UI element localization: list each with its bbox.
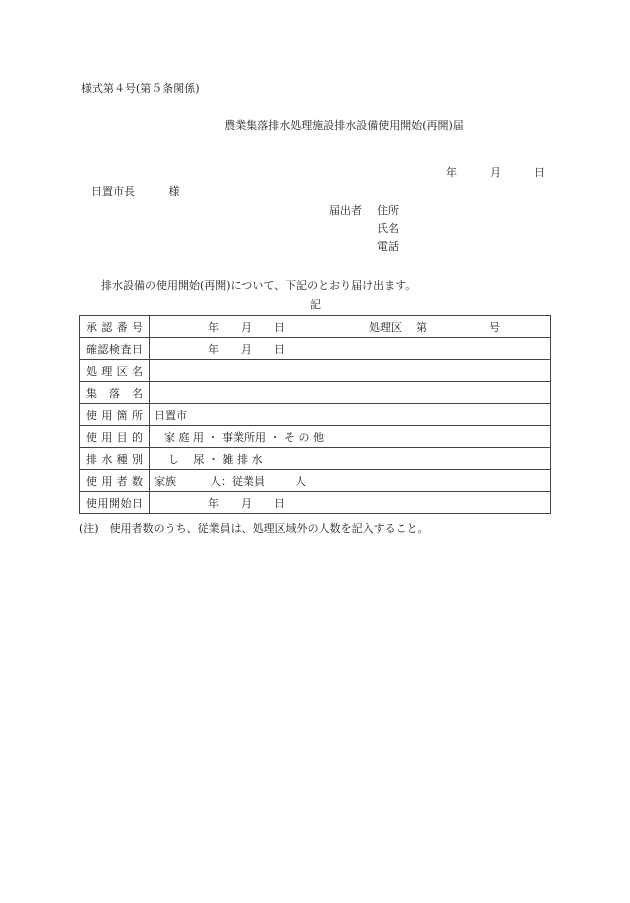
- label-purpose: 使用目的: [80, 426, 150, 448]
- start-month: 月: [241, 496, 252, 510]
- label-drain-type: 排水種別: [80, 448, 150, 470]
- users-family: 家族: [154, 474, 176, 488]
- value-inspection-date[interactable]: [150, 338, 551, 360]
- value-purpose[interactable]: [150, 426, 551, 448]
- phone-label: 電話: [377, 240, 399, 253]
- purpose-options: 家 庭 用 ・ 事業所用 ・ そ の 他: [164, 430, 324, 444]
- form-number: 様式第４号(第５条関係): [81, 82, 200, 95]
- value-location[interactable]: 日置市: [150, 404, 551, 426]
- ki-heading: 記: [310, 298, 321, 311]
- table-row-drain-type: [80, 448, 551, 470]
- approval-dai: 第: [416, 320, 427, 334]
- table-row-location: [80, 404, 551, 426]
- table-row-users: [80, 470, 551, 492]
- users-employees: 人：従業員: [210, 474, 265, 488]
- approval-month: 月: [241, 320, 252, 334]
- date-month: 月: [490, 166, 501, 179]
- users-person: 人: [295, 474, 306, 488]
- value-start-date[interactable]: [150, 492, 551, 514]
- label-approval-number: 承認番号: [80, 316, 150, 338]
- inspection-month: 月: [241, 342, 252, 356]
- start-day: 日: [274, 496, 285, 510]
- notifier-label: 届出者: [329, 204, 362, 217]
- label-start-date: 使用開始日: [80, 492, 150, 514]
- label-district-name: 処理区名: [80, 360, 150, 382]
- label-location: 使用箇所: [80, 404, 150, 426]
- application-table: [79, 315, 551, 514]
- approval-day: 日: [274, 320, 285, 334]
- drain-type-options: し 尿 ・ 雑 排 水: [168, 452, 263, 466]
- date-year: 年: [446, 166, 457, 179]
- value-village-name[interactable]: [150, 382, 551, 404]
- table-row-district-name: [80, 360, 551, 382]
- addressee-honorific: 様: [168, 185, 180, 198]
- inspection-day: 日: [274, 342, 285, 356]
- table-row-purpose: [80, 426, 551, 448]
- document-title: 農業集落排水処理施設排水設備使用開始(再開)届: [224, 119, 464, 132]
- start-year: 年: [208, 496, 219, 510]
- inspection-year: 年: [208, 342, 219, 356]
- name-label: 氏名: [377, 222, 399, 235]
- date-day: 日: [534, 166, 545, 179]
- submission-date: [446, 164, 545, 180]
- approval-go: 号: [489, 320, 500, 334]
- intro-text: 排水設備の使用開始(再開)について、下記のとおり届け出ます。: [101, 279, 417, 292]
- approval-year: 年: [208, 320, 219, 334]
- label-users: 使用者数: [80, 470, 150, 492]
- footnote: (注) 使用者数のうち、従業員は、処理区域外の人数を記入すること。: [79, 522, 429, 535]
- label-village-name: 集落名: [80, 382, 150, 404]
- table-row-village-name: [80, 382, 551, 404]
- value-drain-type[interactable]: [150, 448, 551, 470]
- label-inspection-date: 確認検査日: [80, 338, 150, 360]
- addressee-name: 日置市長: [91, 185, 135, 198]
- table-row-start-date: [80, 492, 551, 514]
- address-label: 住所: [377, 204, 399, 217]
- value-district-name[interactable]: [150, 360, 551, 382]
- approval-district: 処理区: [369, 320, 402, 334]
- value-approval-number[interactable]: [150, 316, 551, 338]
- addressee: [91, 183, 180, 199]
- table-row-approval-number: [80, 316, 551, 338]
- value-users[interactable]: [150, 470, 551, 492]
- table-row-inspection-date: [80, 338, 551, 360]
